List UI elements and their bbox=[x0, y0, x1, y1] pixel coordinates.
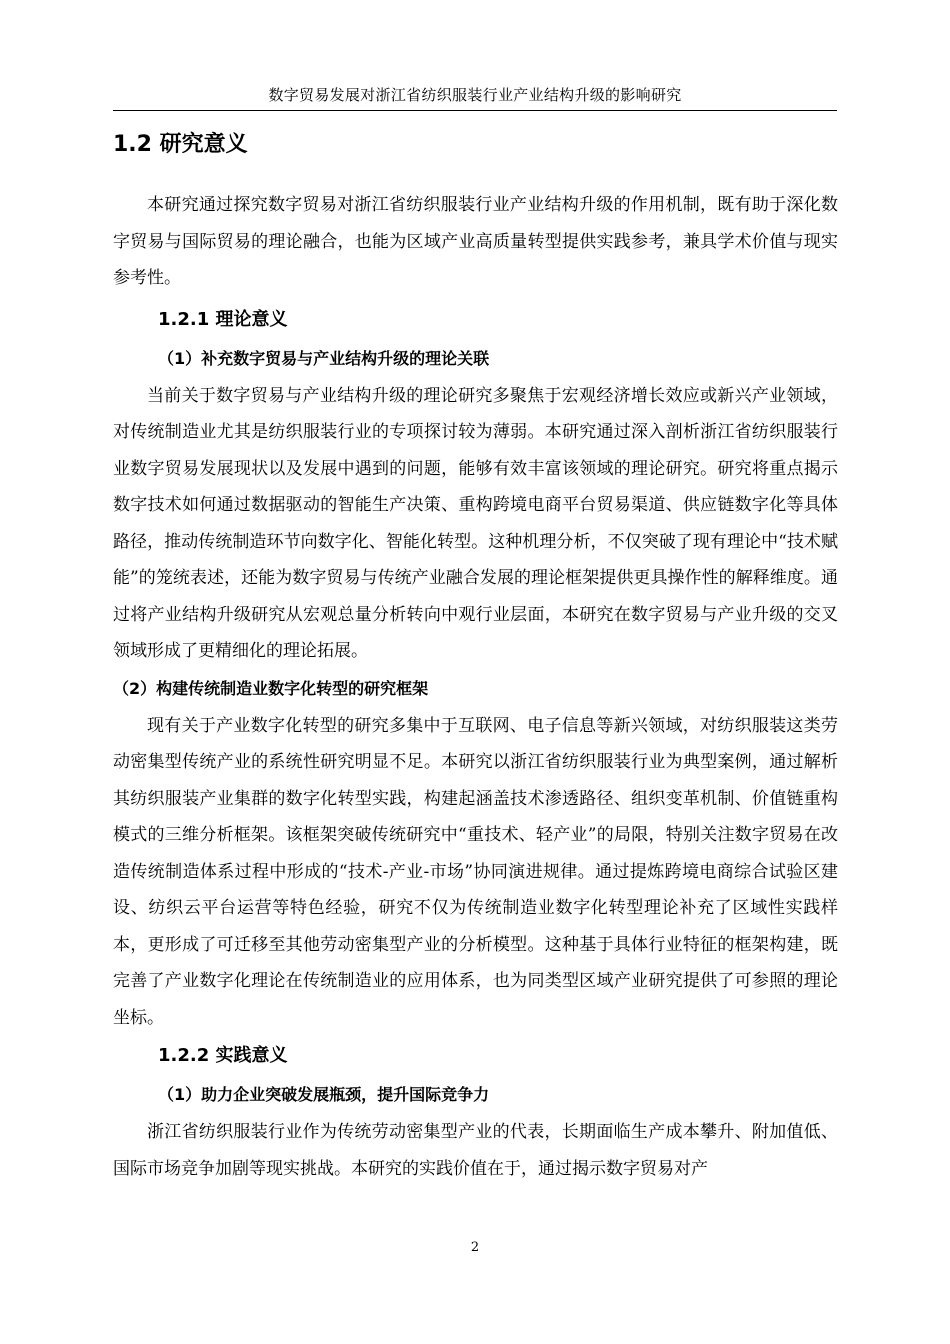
subsection-title-practice: 1.2.2 实践意义 bbox=[158, 1045, 288, 1066]
running-header: 数字贸易发展对浙江省纺织服装行业产业结构升级的影响研究 bbox=[113, 80, 837, 111]
theory-point1-heading: （1）补充数字贸易与产业结构升级的理论关联 bbox=[158, 348, 490, 368]
theory-point2-paragraph: 现有关于产业数字化转型的研究多集中于互联网、电子信息等新兴领域，对纺织服装这类劳动密集型传统产业的系统性研究明显不足。本研究以浙江省纺织服装行业为典型案例，通过解析其纺织服装产业集群的数字化转型实践，构建起涵盖技术渗透路径、组织变革机制、价值链重构模式的三维分析框架。该框架突破传统研究中“重技术、轻产业”的局限，特别关注数字贸易在改造传统制造体系过程中形成的“技术-产业-市场”协同演进规律。通过提炼跨境电商综合试验区建设、纺织云平台运营等特色经验，研究不仅为传统制造业数字化转型理论补充了区域性实践样本，更形成了可迁移至其他劳动密集型产业的分析模型。这种基于具体行业特征的框架构建，既完善了产业数字化理论在传统制造业的应用体系，也为同类型区域产业研究提供了可参照的理论坐标。 bbox=[113, 715, 838, 1028]
page-content bbox=[113, 125, 838, 1187]
subsection-title-theory: 1.2.1 理论意义 bbox=[158, 308, 288, 330]
page-number: 2 bbox=[470, 1240, 480, 1255]
practice-point1-paragraph: 浙江省纺织服装行业作为传统劳动密集型产业的代表，长期面临生产成本攀升、附加值低、国际市场竞争加剧等现实挑战。本研究的实践价值在于，通过揭示数字贸易对产 bbox=[113, 1122, 838, 1179]
theory-point2-heading: （2）构建传统制造业数字化转型的研究框架 bbox=[113, 678, 429, 698]
theory-point1-paragraph: 当前关于数字贸易与产业结构升级的理论研究多聚焦于宏观经济增长效应或新兴产业领域，对传统制造业尤其是纺织服装行业的专项探讨较为薄弱。本研究通过深入剖析浙江省纺织服装行业数字贸易发展现状以及发展中遇到的问题，能够有效丰富该领域的理论研究。研究将重点揭示数字技术如何通过数据驱动的智能生产决策、重构跨境电商平台贸易渠道、供应链数字化等具体路径，推动传统制造环节向数字化、智能化转型。这种机理分析，不仅突破了现有理论中“技术赋能”的笼统表述，还能为数字贸易与传统产业融合发展的理论框架提供更具操作性的解释维度。通过将产业结构升级研究从宏观总量分析转向中观行业层面，本研究在数字贸易与产业升级的交叉领域形成了更精细化的理论拓展。 bbox=[113, 385, 838, 661]
practice-point1-heading: （1）助力企业突破发展瓶颈，提升国际竞争力 bbox=[158, 1085, 490, 1104]
intro-paragraph: 本研究通过探究数字贸易对浙江省纺织服装行业产业结构升级的作用机制，既有助于深化数字贸易与国际贸易的理论融合，也能为区域产业高质量转型提供实践参考，兼具学术价值与现实参考性。 bbox=[113, 195, 838, 288]
section-title: 1.2 研究意义 bbox=[113, 132, 248, 157]
